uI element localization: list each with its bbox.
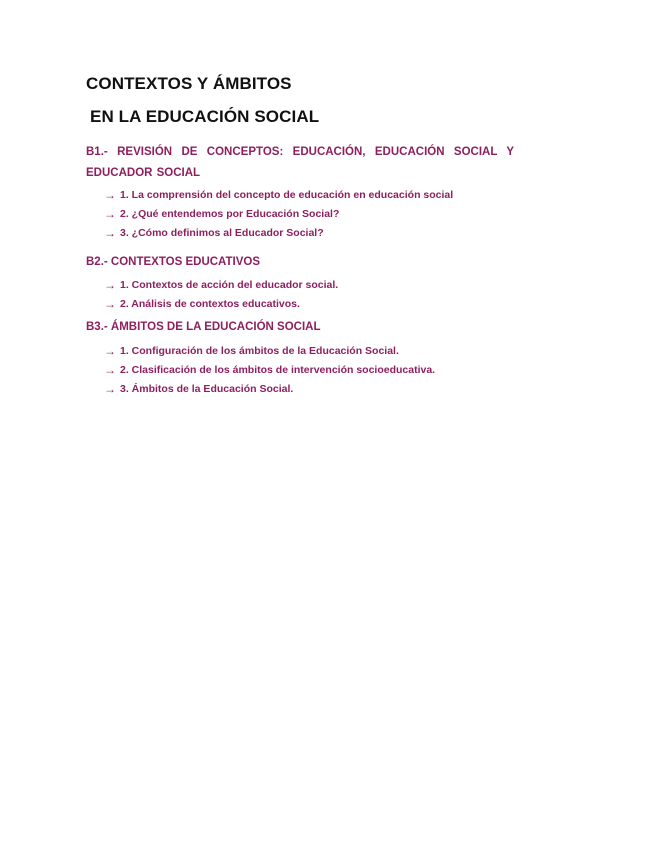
right-arrow-icon: → <box>104 207 116 221</box>
list-item-text: 2. ¿Qué entendemos por Educación Social? <box>120 208 340 220</box>
list-item <box>104 380 435 399</box>
right-arrow-icon: → <box>104 382 116 396</box>
list-item-text: 1. La comprensión del concepto de educación en educación social <box>120 189 454 201</box>
list-item <box>104 361 435 380</box>
list-item <box>104 205 453 224</box>
right-arrow-icon: → <box>104 297 116 311</box>
list-item-text: 1. Contextos de acción del educador social. <box>120 279 339 291</box>
right-arrow-icon: → <box>104 226 116 240</box>
list-item <box>104 342 435 361</box>
document-title-line-2: EN LA EDUCACIÓN SOCIAL <box>90 107 320 126</box>
list-item <box>104 276 338 295</box>
right-arrow-icon: → <box>104 344 116 358</box>
list-item-text: 1. Configuración de los ámbitos de la Educación Social. <box>120 345 399 357</box>
section-b3-list <box>104 342 435 399</box>
list-item <box>104 295 338 314</box>
section-heading-b2: B2.- CONTEXTOS EDUCATIVOS <box>86 256 261 268</box>
list-item-text: 3. ¿Cómo definimos al Educador Social? <box>120 227 324 239</box>
right-arrow-icon: → <box>104 363 116 377</box>
list-item-text: 3. Ámbitos de la Educación Social. <box>120 383 294 395</box>
list-item <box>104 224 453 243</box>
document-title-line-1: CONTEXTOS Y ÁMBITOS <box>86 74 292 93</box>
section-heading-b3: B3.- ÁMBITOS DE LA EDUCACIÓN SOCIAL <box>86 321 321 333</box>
list-item <box>104 186 453 205</box>
section-b2-list <box>104 276 338 314</box>
right-arrow-icon: → <box>104 188 116 202</box>
section-b1-list <box>104 186 453 243</box>
list-item-text: 2. Análisis de contextos educativos. <box>120 298 300 310</box>
right-arrow-icon: → <box>104 278 116 292</box>
list-item-text: 2. Clasificación de los ámbitos de intervención socioeducativa. <box>120 364 436 376</box>
section-heading-b1: B1.- REVISIÓN DE CONCEPTOS: EDUCACIÓN, EDUCACIÓN SOCIAL Y EDUCADOR SOCIAL <box>86 146 514 179</box>
